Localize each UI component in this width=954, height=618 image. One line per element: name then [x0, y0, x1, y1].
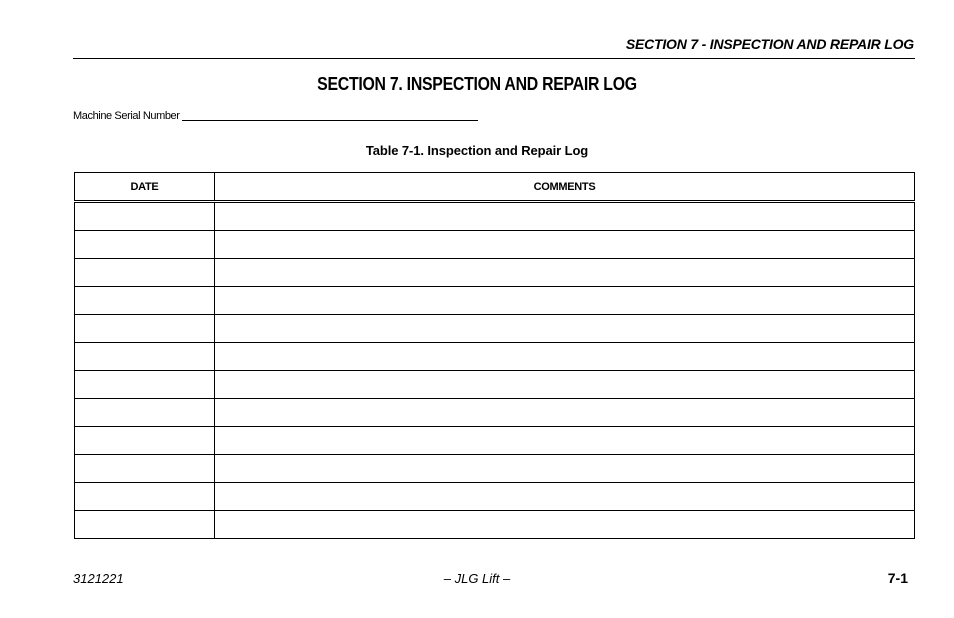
- header-rule: [73, 58, 915, 59]
- comments-cell[interactable]: [215, 511, 915, 539]
- date-cell[interactable]: [75, 287, 215, 315]
- table-row: [75, 343, 915, 371]
- table-row: [75, 371, 915, 399]
- date-cell[interactable]: [75, 202, 215, 231]
- comments-cell[interactable]: [215, 315, 915, 343]
- comments-cell[interactable]: [215, 287, 915, 315]
- comments-cell[interactable]: [215, 259, 915, 287]
- table-row: [75, 483, 915, 511]
- table-body: [75, 202, 915, 539]
- comments-cell[interactable]: [215, 399, 915, 427]
- table-row: [75, 202, 915, 231]
- comments-cell[interactable]: [215, 455, 915, 483]
- date-cell[interactable]: [75, 231, 215, 259]
- document-number: 3121221: [73, 571, 124, 586]
- comments-cell[interactable]: [215, 427, 915, 455]
- table-caption: Table 7-1. Inspection and Repair Log: [365, 143, 589, 158]
- inspection-repair-log-table: [74, 172, 915, 539]
- table-row: [75, 511, 915, 539]
- table-row: [75, 315, 915, 343]
- page-number: 7-1: [887, 570, 908, 586]
- table-row: [75, 399, 915, 427]
- date-cell[interactable]: [75, 483, 215, 511]
- comments-cell[interactable]: [215, 371, 915, 399]
- running-header: SECTION 7 - INSPECTION AND REPAIR LOG: [625, 36, 914, 52]
- column-header-date: DATE: [75, 173, 215, 202]
- table-row: [75, 427, 915, 455]
- table-header-row: [75, 173, 915, 202]
- comments-cell[interactable]: [215, 343, 915, 371]
- serial-number-blank[interactable]: [182, 110, 478, 121]
- column-header-comments: COMMENTS: [215, 173, 915, 202]
- serial-number-row: [73, 110, 478, 122]
- date-cell[interactable]: [75, 371, 215, 399]
- date-cell[interactable]: [75, 427, 215, 455]
- table-row: [75, 287, 915, 315]
- date-cell[interactable]: [75, 455, 215, 483]
- section-title: SECTION 7. INSPECTION AND REPAIR LOG: [317, 74, 637, 94]
- comments-cell[interactable]: [215, 231, 915, 259]
- date-cell[interactable]: [75, 511, 215, 539]
- date-cell[interactable]: [75, 315, 215, 343]
- comments-cell[interactable]: [215, 202, 915, 231]
- comments-cell[interactable]: [215, 483, 915, 511]
- table-row: [75, 455, 915, 483]
- footer-brand: – JLG Lift –: [443, 571, 511, 586]
- date-cell[interactable]: [75, 259, 215, 287]
- table-row: [75, 259, 915, 287]
- date-cell[interactable]: [75, 343, 215, 371]
- serial-number-label: Machine Serial Number: [73, 110, 180, 122]
- date-cell[interactable]: [75, 399, 215, 427]
- table-row: [75, 231, 915, 259]
